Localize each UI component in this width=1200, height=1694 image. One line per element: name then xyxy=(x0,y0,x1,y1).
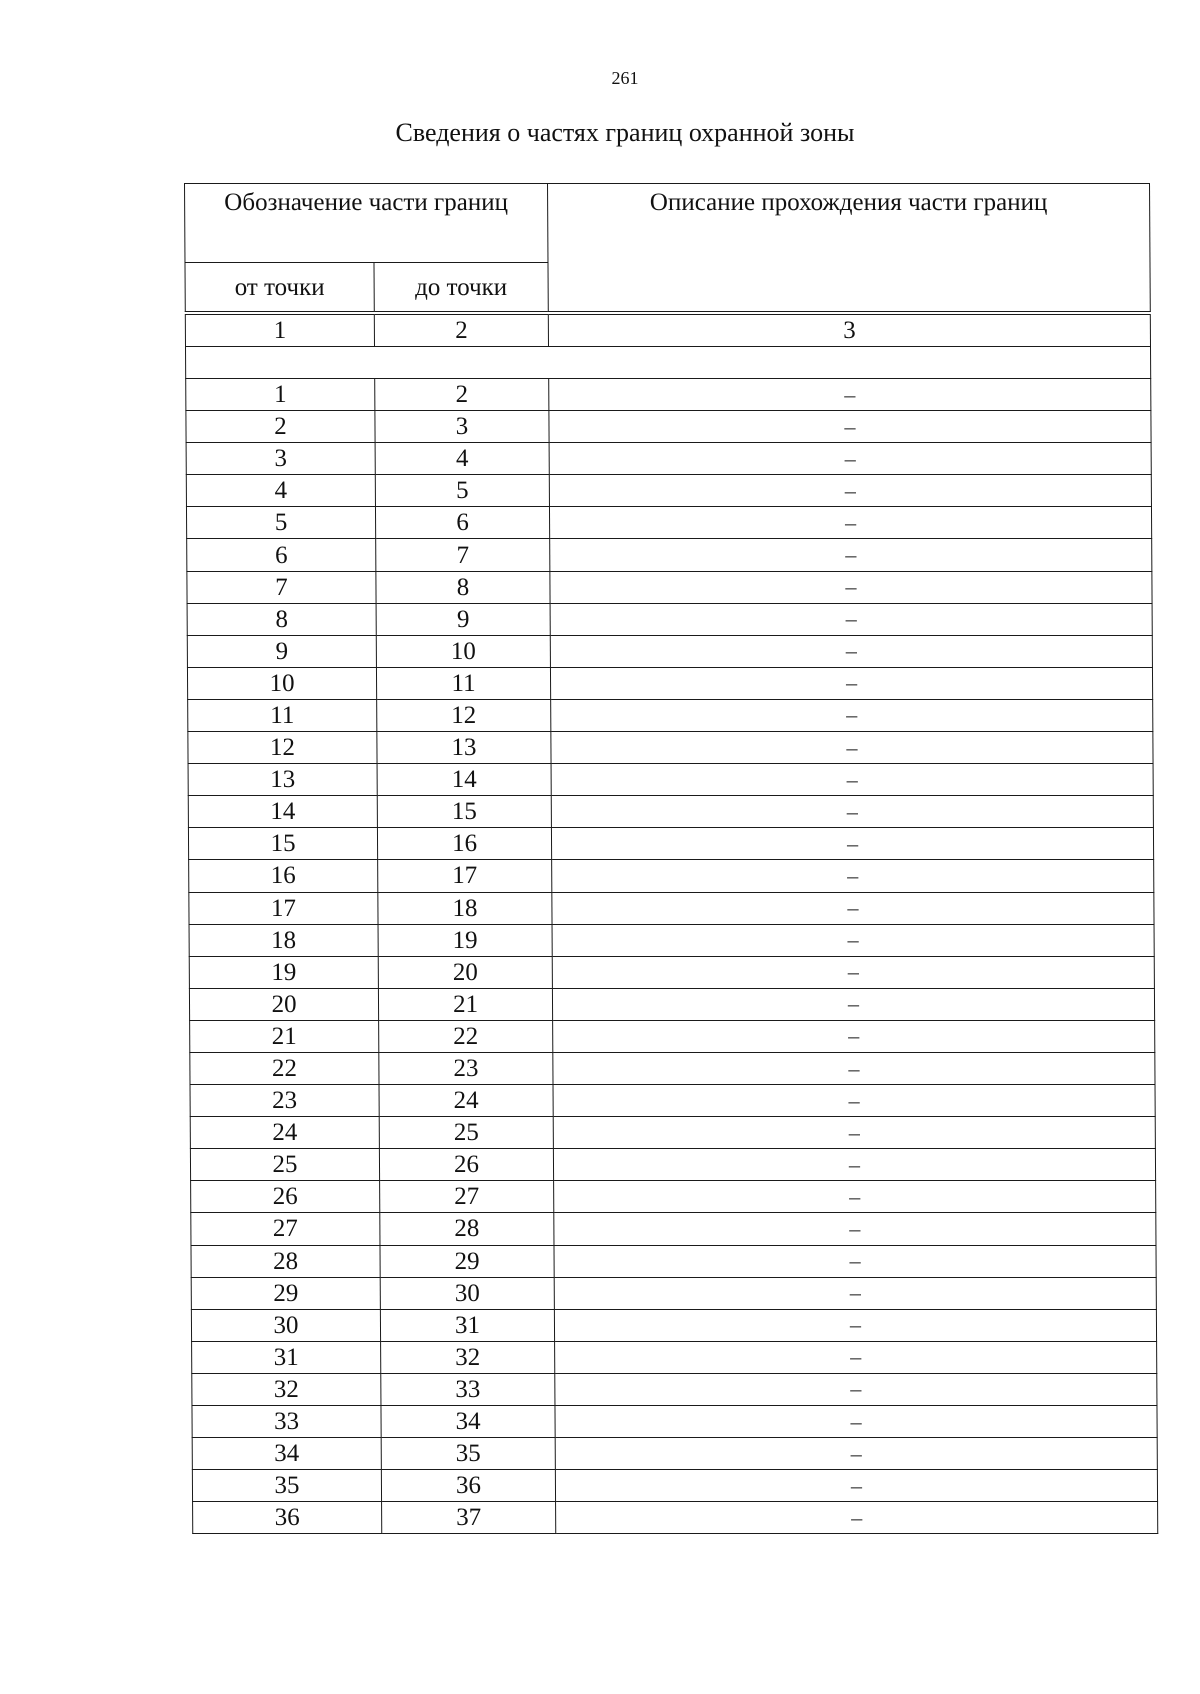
to-point-cell: 11 xyxy=(376,667,550,699)
document-title: Сведения о частях границ охранной зоны xyxy=(395,118,855,147)
to-point-cell: 33 xyxy=(381,1373,555,1405)
to-point-cell: 13 xyxy=(377,732,551,764)
table-row xyxy=(188,828,1153,860)
description-cell: – xyxy=(553,1117,1155,1149)
to-point-cell: 37 xyxy=(382,1502,556,1534)
description-cell: – xyxy=(552,860,1154,892)
to-point-cell: 20 xyxy=(378,956,552,988)
from-point-cell: 29 xyxy=(191,1277,380,1309)
description-cell: – xyxy=(552,892,1154,924)
description-cell: – xyxy=(552,956,1154,988)
header-boundary-designation: Обозначение части границ xyxy=(185,184,548,263)
from-point-cell: 13 xyxy=(188,764,377,796)
from-point-cell: 33 xyxy=(192,1406,381,1438)
description-cell: – xyxy=(553,1020,1155,1052)
table-row xyxy=(187,539,1152,571)
table-row xyxy=(186,379,1151,411)
table-row xyxy=(187,635,1152,667)
from-point-cell: 36 xyxy=(193,1502,382,1534)
to-point-cell: 31 xyxy=(380,1309,554,1341)
table-row xyxy=(186,507,1151,539)
description-cell: – xyxy=(549,475,1151,507)
table-row xyxy=(189,988,1154,1020)
from-point-cell: 28 xyxy=(191,1245,380,1277)
table-row xyxy=(190,1020,1155,1052)
description-cell: – xyxy=(554,1213,1156,1245)
table-row xyxy=(190,1085,1155,1117)
description-cell: – xyxy=(553,1052,1155,1084)
from-point-cell: 2 xyxy=(186,411,375,443)
from-point-cell: 17 xyxy=(189,892,378,924)
from-point-cell: 34 xyxy=(192,1438,381,1470)
to-point-cell: 19 xyxy=(378,924,552,956)
column-number-1: 1 xyxy=(185,315,374,347)
from-point-cell: 6 xyxy=(187,539,376,571)
to-point-cell: 23 xyxy=(379,1052,553,1084)
table-row xyxy=(188,764,1153,796)
description-cell: – xyxy=(549,379,1151,411)
to-point-cell: 21 xyxy=(378,988,552,1020)
table-row xyxy=(188,732,1153,764)
description-cell: – xyxy=(551,764,1153,796)
to-point-cell: 22 xyxy=(379,1020,553,1052)
table-row xyxy=(188,796,1153,828)
from-point-cell: 10 xyxy=(187,667,376,699)
description-cell: – xyxy=(549,411,1151,443)
to-point-cell: 18 xyxy=(378,892,552,924)
description-cell: – xyxy=(555,1373,1157,1405)
table-row xyxy=(189,924,1154,956)
table-row xyxy=(187,667,1152,699)
to-point-cell: 34 xyxy=(381,1406,555,1438)
to-point-cell: 36 xyxy=(381,1470,555,1502)
table-row xyxy=(192,1341,1157,1373)
from-point-cell: 31 xyxy=(192,1341,381,1373)
description-cell: – xyxy=(552,988,1154,1020)
from-point-cell: 3 xyxy=(186,443,375,475)
page-number: 261 xyxy=(611,68,639,88)
table-row xyxy=(190,1117,1155,1149)
from-point-cell: 14 xyxy=(188,796,377,828)
from-point-cell: 1 xyxy=(186,379,375,411)
table-row xyxy=(191,1181,1156,1213)
to-point-cell: 26 xyxy=(379,1149,553,1181)
to-point-cell: 29 xyxy=(380,1245,554,1277)
to-point-cell: 7 xyxy=(376,539,550,571)
from-point-cell: 22 xyxy=(190,1052,379,1084)
description-cell: – xyxy=(556,1502,1158,1534)
header-from-point: от точки xyxy=(185,263,374,312)
to-point-cell: 3 xyxy=(375,411,549,443)
table-row xyxy=(188,699,1153,731)
to-point-cell: 5 xyxy=(375,475,549,507)
to-point-cell: 27 xyxy=(380,1181,554,1213)
table-row xyxy=(191,1277,1156,1309)
header-to-point: до точки xyxy=(374,263,548,312)
to-point-cell: 2 xyxy=(375,379,549,411)
to-point-cell: 6 xyxy=(375,507,549,539)
section-label xyxy=(185,347,1150,379)
table-row xyxy=(189,956,1154,988)
table-row xyxy=(186,411,1151,443)
from-point-cell: 11 xyxy=(188,699,377,731)
from-point-cell: 5 xyxy=(186,507,375,539)
table-row xyxy=(193,1502,1158,1534)
from-point-cell: 35 xyxy=(192,1470,381,1502)
to-point-cell: 17 xyxy=(378,860,552,892)
table-row xyxy=(186,475,1151,507)
from-point-cell: 21 xyxy=(190,1020,379,1052)
header-description: Описание прохождения части границ xyxy=(548,184,1151,312)
table-row xyxy=(189,860,1154,892)
table-row xyxy=(187,603,1152,635)
description-cell: – xyxy=(555,1470,1157,1502)
table-row xyxy=(192,1470,1157,1502)
description-cell: – xyxy=(554,1309,1156,1341)
description-cell: – xyxy=(551,796,1153,828)
column-number-2: 2 xyxy=(374,315,548,347)
description-cell: – xyxy=(553,1149,1155,1181)
table-row xyxy=(192,1438,1157,1470)
from-point-cell: 27 xyxy=(191,1213,380,1245)
to-point-cell: 28 xyxy=(380,1213,554,1245)
table-row xyxy=(189,892,1154,924)
to-point-cell: 9 xyxy=(376,603,550,635)
description-cell: – xyxy=(553,1085,1155,1117)
to-point-cell: 14 xyxy=(377,764,551,796)
description-cell: – xyxy=(550,667,1152,699)
description-cell: – xyxy=(551,732,1153,764)
from-point-cell: 24 xyxy=(190,1117,379,1149)
description-cell: – xyxy=(555,1341,1157,1373)
to-point-cell: 4 xyxy=(375,443,549,475)
to-point-cell: 30 xyxy=(380,1277,554,1309)
description-cell: – xyxy=(550,635,1152,667)
boundary-parts-table xyxy=(184,183,1158,1534)
from-point-cell: 30 xyxy=(191,1309,380,1341)
from-point-cell: 20 xyxy=(189,988,378,1020)
table-row xyxy=(186,443,1151,475)
from-point-cell: 26 xyxy=(191,1181,380,1213)
column-number-row xyxy=(185,315,1150,347)
description-cell: – xyxy=(550,539,1152,571)
from-point-cell: 4 xyxy=(186,475,375,507)
from-point-cell: 12 xyxy=(188,732,377,764)
to-point-cell: 10 xyxy=(376,635,550,667)
description-cell: – xyxy=(551,828,1153,860)
to-point-cell: 15 xyxy=(377,796,551,828)
from-point-cell: 9 xyxy=(187,635,376,667)
from-point-cell: 25 xyxy=(190,1149,379,1181)
table-row xyxy=(187,571,1152,603)
from-point-cell: 8 xyxy=(187,603,376,635)
header-row xyxy=(185,184,1150,263)
description-cell: – xyxy=(550,571,1152,603)
table-row xyxy=(190,1149,1155,1181)
to-point-cell: 24 xyxy=(379,1085,553,1117)
to-point-cell: 35 xyxy=(381,1438,555,1470)
from-point-cell: 15 xyxy=(188,828,377,860)
to-point-cell: 16 xyxy=(377,828,551,860)
from-point-cell: 23 xyxy=(190,1085,379,1117)
to-point-cell: 32 xyxy=(381,1341,555,1373)
to-point-cell: 12 xyxy=(377,699,551,731)
from-point-cell: 16 xyxy=(189,860,378,892)
description-cell: – xyxy=(549,443,1151,475)
table-row xyxy=(191,1309,1156,1341)
to-point-cell: 8 xyxy=(376,571,550,603)
table-row xyxy=(191,1213,1156,1245)
description-cell: – xyxy=(554,1181,1156,1213)
description-cell: – xyxy=(551,699,1153,731)
table-row xyxy=(192,1373,1157,1405)
to-point-cell: 25 xyxy=(379,1117,553,1149)
description-cell: – xyxy=(555,1438,1157,1470)
description-cell: – xyxy=(549,507,1151,539)
description-cell: – xyxy=(554,1245,1156,1277)
description-cell: – xyxy=(550,603,1152,635)
from-point-cell: 7 xyxy=(187,571,376,603)
description-cell: – xyxy=(554,1277,1156,1309)
description-cell: – xyxy=(555,1406,1157,1438)
table-row xyxy=(192,1406,1157,1438)
table-row xyxy=(191,1245,1156,1277)
section-row xyxy=(185,347,1150,379)
from-point-cell: 19 xyxy=(189,956,378,988)
column-number-3: 3 xyxy=(548,315,1150,347)
from-point-cell: 18 xyxy=(189,924,378,956)
description-cell: – xyxy=(552,924,1154,956)
boundary-parts-table-container xyxy=(184,183,1157,1534)
table-row xyxy=(190,1052,1155,1084)
from-point-cell: 32 xyxy=(192,1373,381,1405)
